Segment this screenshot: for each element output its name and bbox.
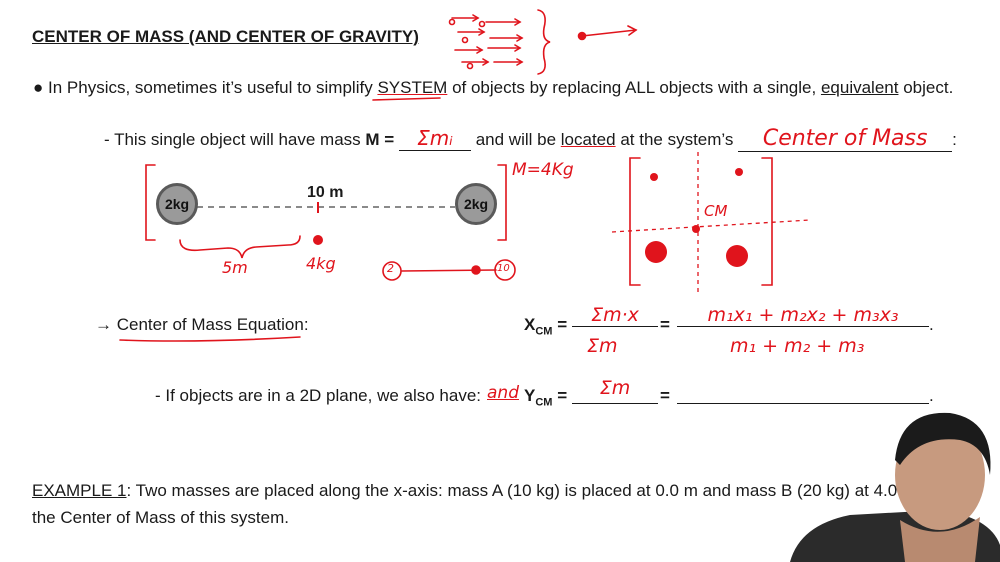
mass-symbol: M = [365,130,395,149]
intro-text-2: of objects by replacing ALL objects with a single, [452,78,817,97]
xcm-second-equals: = [660,315,670,334]
mass-left-ball: 2kg [156,183,198,225]
example-text-1: : Two masses are placed along the x-axis: mass A (10 kg) is placed at 0.0 m and mass B (20 kg) at 4.0 [126,481,898,500]
xcm-period: . [929,315,934,334]
ycm-expanded-blank [677,377,929,404]
mass-right-ball: 2kg [455,183,497,225]
intro-sentence [33,78,953,98]
single-object-middle: and will be [475,130,557,149]
single-object-colon: : [952,130,957,149]
single-object-line [104,126,957,152]
xcm-numerator-blank [572,304,658,327]
total-mass-ink: M=4Kg [512,160,574,180]
single-object-after: at the system’s [620,130,734,149]
ycm-blank [572,377,658,404]
expanded-numerator-blank [677,304,929,327]
half-distance-ink: 5m [222,258,248,277]
center-blank [738,126,952,152]
equivalent-word: equivalent [820,78,899,97]
mass-blank [399,126,471,151]
xcm-letter: X [524,315,536,334]
example-label: EXAMPLE 1 [32,481,127,500]
ycm-equals: = [557,386,568,405]
ycm-denominator-ink: Σm [599,377,631,399]
arrow-icon: → [95,315,112,334]
xcm-equals: = [557,315,568,334]
scale-left-ink: 2 [387,262,394,275]
xcm-symbol [524,315,567,337]
single-object-prefix: - This single object will have mass [104,130,361,149]
located-word: located [560,130,616,149]
example-line-1 [32,481,897,501]
and-ink: and [487,383,519,403]
xcm-subscript: CM [535,325,553,338]
ycm-period: . [929,386,934,405]
presenter-video [790,405,1000,562]
page-title: CENTER OF MASS (AND CENTER OF GRAVITY) [32,27,419,46]
scale-right-ink: 10 [497,263,510,274]
expanded-denominator-ink: m₁ + m₂ + m₃ [730,335,865,357]
intro-text-3: object. [903,78,954,97]
system-word: SYSTEM [377,78,448,97]
equation-label-line [95,315,309,335]
ycm-letter: Y [524,386,536,405]
ycm-second-equals: = [660,386,670,405]
mass-ink: Σmᵢ [417,126,453,150]
expanded-numerator-ink: m₁x₁ + m₂x₂ + m₃x₃ [707,304,899,326]
ycm-subscript: CM [535,396,553,409]
example-line-2: the Center of Mass of this system. [32,508,289,527]
intro-text-1: In Physics, sometimes it’s useful to simplify [48,78,373,97]
brace-sketch [538,10,550,74]
plane-2d-text: - If objects are in a 2D plane, we also have: [155,386,482,405]
xcm-denominator-ink: Σm [587,335,618,357]
equation-colon: : [303,315,309,334]
small-arrows-sketch [450,15,523,69]
center-mass-ink: 4kg [306,254,336,273]
cm-label-ink: CM [704,202,728,220]
distance-label: 10 m [307,184,344,201]
single-arrow-sketch [582,30,636,36]
ycm-symbol [524,386,567,408]
xcm-numerator-ink: Σm·x [591,304,639,326]
center-of-mass-ink: Center of Mass [762,126,928,151]
bullet-dot: ● [33,78,44,97]
equation-label: Center of Mass Equation [116,315,304,334]
